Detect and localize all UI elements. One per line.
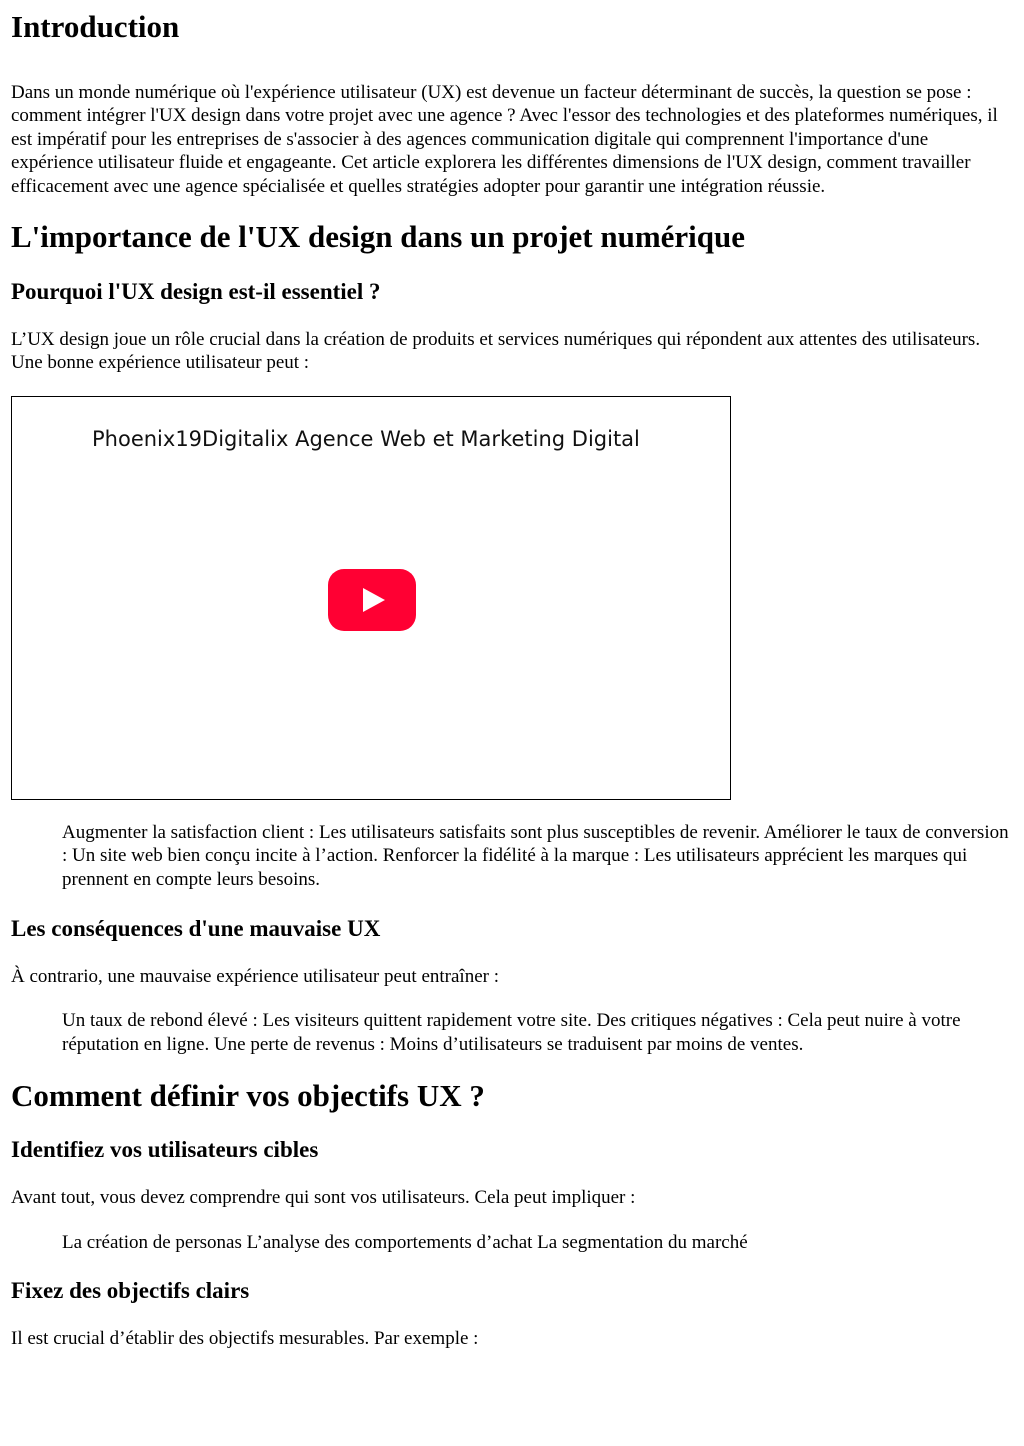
- youtube-play-icon[interactable]: [328, 569, 416, 631]
- heading-bad-ux: Les conséquences d'une mauvaise UX: [11, 916, 381, 942]
- heading-why-ux: Pourquoi l'UX design est-il essentiel ?: [11, 279, 381, 305]
- why-ux-list: Augmenter la satisfaction client : Les utilisateurs satisfaits sont plus susceptibles de revenir. Améliorer le taux de conversion : Un site web bien conçu incite à l’action. Renforcer la fidélité à la marque : Les utilisateurs apprécient les marques qui prennent en compte leurs besoins.: [62, 821, 1009, 890]
- target-users-list: La création de personas L’analyse des comportements d’achat La segmentation du marché: [62, 1231, 748, 1253]
- bad-ux-paragraph: À contrario, une mauvaise expérience utilisateur peut entraîner :: [11, 966, 499, 988]
- bad-ux-list: Un taux de rebond élevé : Les visiteurs quittent rapidement votre site. Des critiques négatives : Cela peut nuire à votre réputation en ligne. Une perte de revenus : Moins d’utilisateurs se traduisent par moins de ventes.: [62, 1010, 961, 1055]
- heading-importance-ux: L'importance de l'UX design dans un projet numérique: [11, 219, 746, 255]
- intro-paragraph: Dans un monde numérique où l'expérience utilisateur (UX) est devenue un facteur déterminant de succès, la question se pose : comment intégrer l'UX design dans votre projet avec une agence ? Avec l'essor des technologies et des plateformes numériques, il est impératif pour les entreprises de s'associer à des agences communication digitale qui comprennent l'importance d'une expérience utilisateur fluide et engageante. Cet article explorera les différentes dimensions de l'UX design, comment travailler efficacement avec une agence spécialisée et quelles stratégies adopter pour garantir une intégration réussie.: [11, 82, 998, 197]
- video-embed[interactable]: [11, 396, 731, 800]
- clear-goals-paragraph: Il est crucial d’établir des objectifs mesurables. Par exemple :: [11, 1328, 479, 1350]
- why-ux-paragraph: L’UX design joue un rôle crucial dans la création de produits et services numériques qui répondent aux attentes des utilisateurs. Une bonne expérience utilisateur peut :: [11, 329, 981, 374]
- heading-clear-goals: Fixez des objectifs clairs: [11, 1278, 250, 1304]
- heading-objectives: Comment définir vos objectifs UX ?: [11, 1078, 485, 1114]
- video-title[interactable]: Phoenix19Digitalix Agence Web et Marketing Digital: [92, 426, 640, 451]
- heading-introduction: Introduction: [11, 9, 180, 44]
- heading-target-users: Identifiez vos utilisateurs cibles: [11, 1137, 319, 1163]
- target-users-paragraph: Avant tout, vous devez comprendre qui sont vos utilisateurs. Cela peut impliquer :: [11, 1187, 636, 1209]
